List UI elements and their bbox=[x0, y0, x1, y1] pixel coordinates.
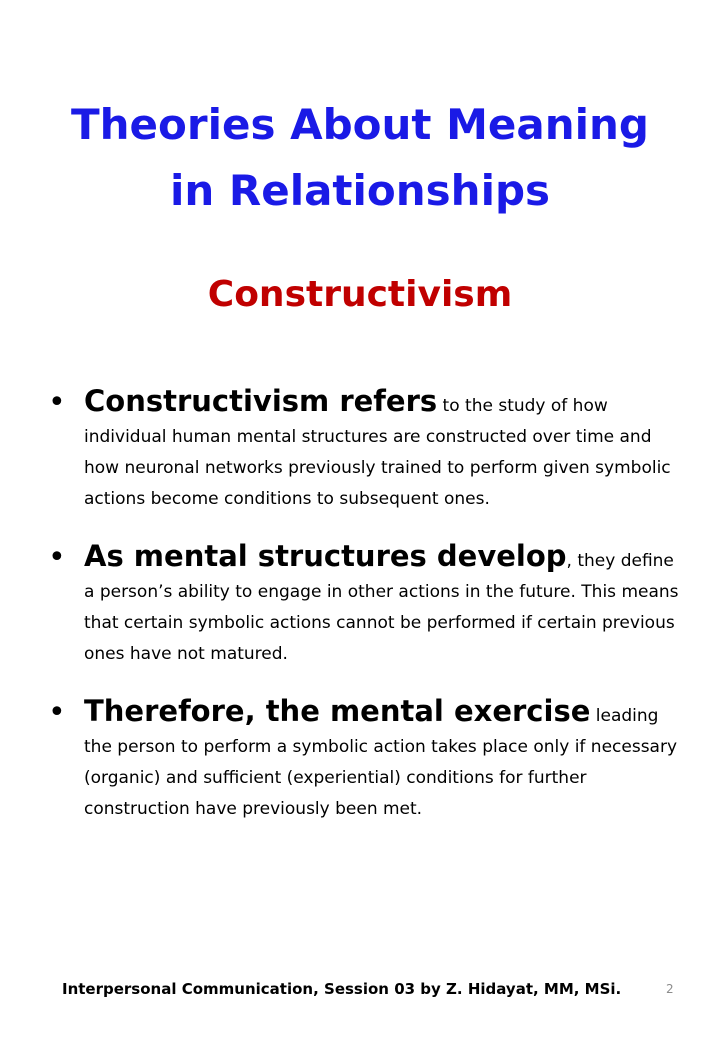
bullet-item bbox=[48, 692, 684, 825]
bullet-list bbox=[48, 382, 684, 847]
bullet-item bbox=[48, 382, 684, 515]
bullet-lead: As mental structures develop bbox=[84, 539, 567, 573]
slide-subtitle: Constructivism bbox=[207, 274, 513, 315]
bullet-lead: Constructivism refers bbox=[84, 384, 438, 418]
title-line-1: Theories About Meaning bbox=[70, 100, 649, 149]
bullet-lead: Therefore, the mental exercise bbox=[84, 694, 591, 728]
title-line-2: in Relationships bbox=[169, 166, 551, 215]
bullet-text: to the study of how individual human mental structures are constructed over time and how neuronal networks previously trained to perform given symbolic actions become conditions to subsequent ones. bbox=[84, 396, 671, 509]
slide-title bbox=[0, 92, 720, 224]
bullet-dot-icon: • bbox=[48, 695, 66, 730]
bullet-text: , they define a person’s ability to engage in other actions in the future. This means that certain symbolic actions cannot be performed if certain previous ones have not matured. bbox=[84, 551, 679, 664]
bullet-text: leading the person to perform a symbolic action takes place only if necessary (organic) and sufficient (experiential) conditions for further construction have previously been met. bbox=[84, 706, 678, 819]
bullet-item bbox=[48, 537, 684, 670]
bullet-dot-icon: • bbox=[48, 540, 66, 575]
slide-footer: Interpersonal Communication, Session 03 by Z. Hidayat, MM, MSi. bbox=[62, 980, 622, 998]
page-number: 2 bbox=[666, 982, 674, 996]
bullet-dot-icon: • bbox=[48, 385, 66, 420]
